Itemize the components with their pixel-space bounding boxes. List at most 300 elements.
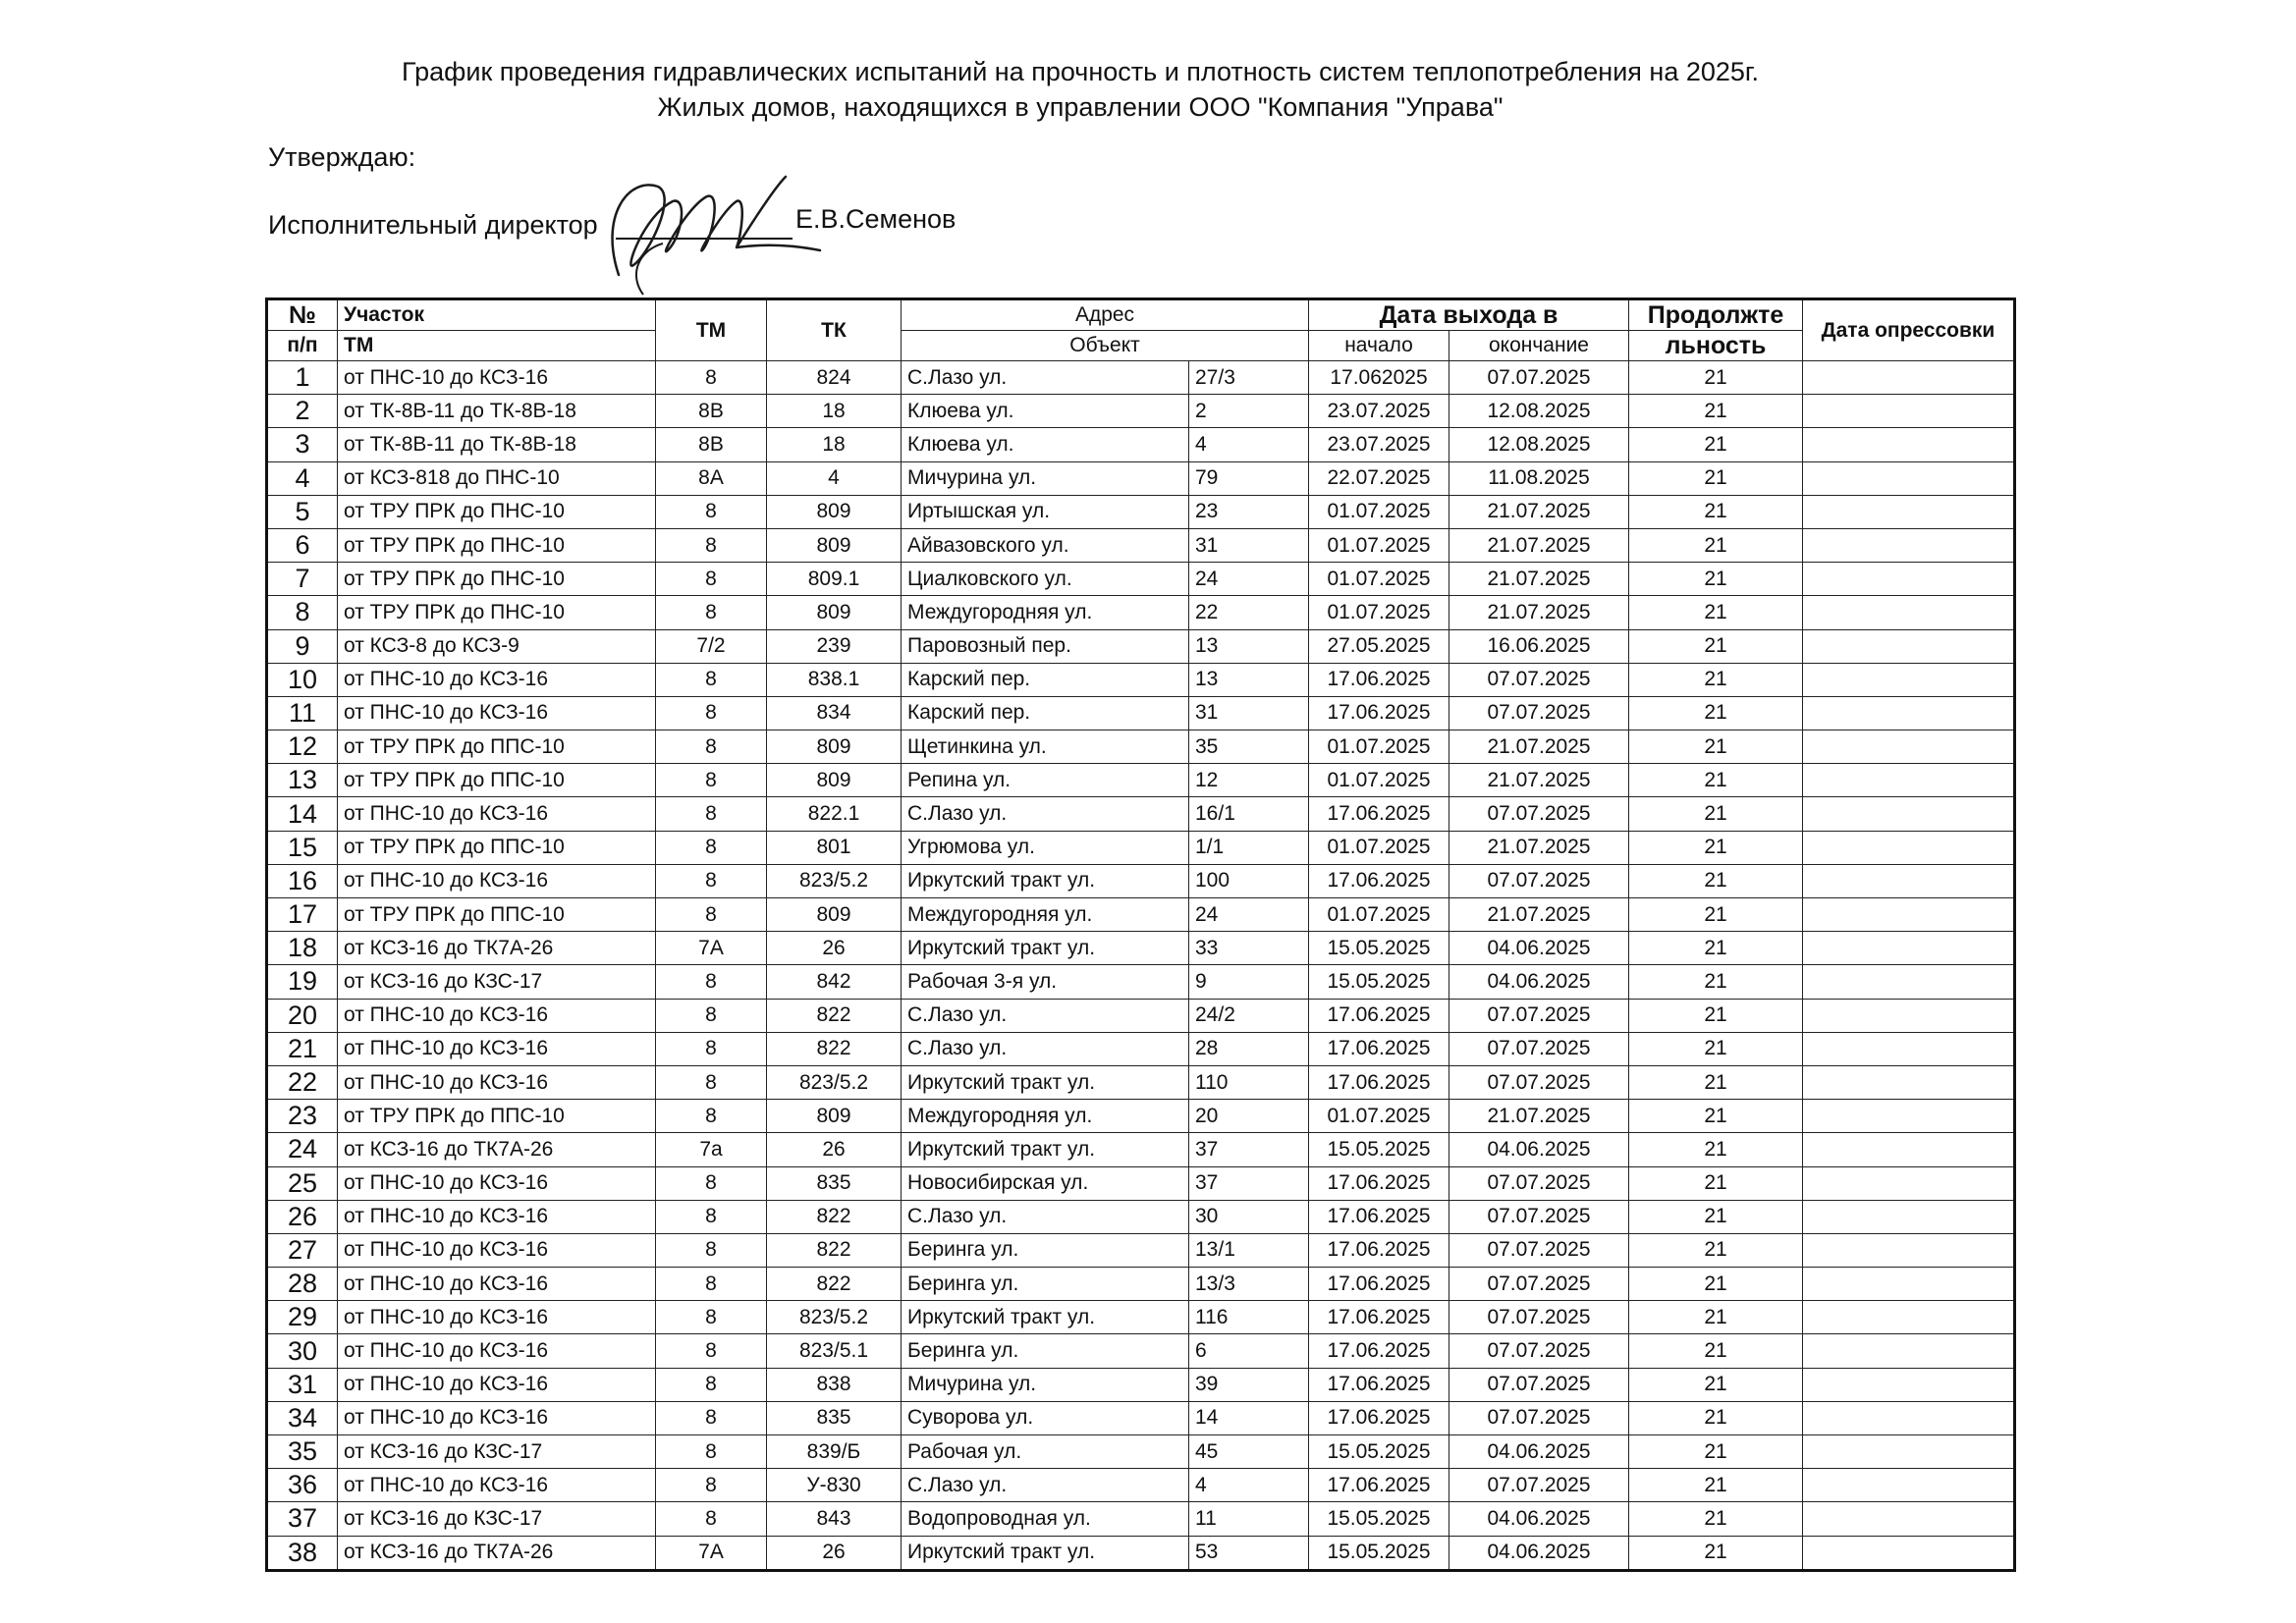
document-title-line2: Жилых домов, находящихся в управлении ООО "Компания "Управа" bbox=[657, 92, 1503, 122]
end-date-cell: 04.06.2025 bbox=[1449, 1435, 1629, 1469]
street-cell: С.Лазо ул. bbox=[902, 1200, 1189, 1233]
street-cell: Новосибирская ул. bbox=[902, 1166, 1189, 1200]
table-row bbox=[267, 428, 2015, 461]
street-cell: Мичурина ул. bbox=[902, 1368, 1189, 1401]
duration-cell: 21 bbox=[1629, 1233, 1803, 1267]
house-cell: 13/3 bbox=[1189, 1268, 1309, 1301]
pressure-date-cell bbox=[1803, 428, 2015, 461]
start-date-cell: 17.06.2025 bbox=[1309, 1401, 1449, 1434]
table-row bbox=[267, 696, 2015, 730]
table-row bbox=[267, 1401, 2015, 1434]
table-row bbox=[267, 999, 2015, 1032]
tk-cell: 26 bbox=[767, 932, 902, 965]
house-cell: 1/1 bbox=[1189, 831, 1309, 864]
row-num: 8 bbox=[267, 596, 338, 629]
tm-cell: 8 bbox=[656, 831, 767, 864]
header-tk: ТК bbox=[767, 299, 902, 361]
end-date-cell: 04.06.2025 bbox=[1449, 1536, 1629, 1570]
duration-cell: 21 bbox=[1629, 361, 1803, 395]
tm-cell: 7А bbox=[656, 932, 767, 965]
start-date-cell: 17.062025 bbox=[1309, 361, 1449, 395]
header-num: № bbox=[267, 299, 338, 331]
row-num: 9 bbox=[267, 629, 338, 663]
house-cell: 12 bbox=[1189, 764, 1309, 797]
tm-cell: 8В bbox=[656, 428, 767, 461]
header-address: Адрес bbox=[902, 299, 1309, 331]
house-cell: 4 bbox=[1189, 1469, 1309, 1502]
end-date-cell: 04.06.2025 bbox=[1449, 1502, 1629, 1536]
house-cell: 13 bbox=[1189, 663, 1309, 696]
section-cell: от ПНС-10 до КСЗ-16 bbox=[338, 1233, 656, 1267]
house-cell: 39 bbox=[1189, 1368, 1309, 1401]
section-cell: от КСЗ-16 до КЗС-17 bbox=[338, 965, 656, 999]
header-tm: ТМ bbox=[656, 299, 767, 361]
tm-cell: 8А bbox=[656, 461, 767, 495]
house-cell: 14 bbox=[1189, 1401, 1309, 1434]
pressure-date-cell bbox=[1803, 1502, 2015, 1536]
row-num: 26 bbox=[267, 1200, 338, 1233]
end-date-cell: 12.08.2025 bbox=[1449, 428, 1629, 461]
street-cell: Циалковского ул. bbox=[902, 563, 1189, 596]
duration-cell: 21 bbox=[1629, 831, 1803, 864]
table-row bbox=[267, 1233, 2015, 1267]
row-num: 15 bbox=[267, 831, 338, 864]
table-row bbox=[267, 629, 2015, 663]
duration-cell: 21 bbox=[1629, 1133, 1803, 1166]
pressure-date-cell bbox=[1803, 999, 2015, 1032]
start-date-cell: 01.07.2025 bbox=[1309, 730, 1449, 764]
street-cell: Междугородняя ул. bbox=[902, 1100, 1189, 1133]
duration-cell: 21 bbox=[1629, 395, 1803, 428]
pressure-date-cell bbox=[1803, 563, 2015, 596]
duration-cell: 21 bbox=[1629, 528, 1803, 562]
house-cell: 28 bbox=[1189, 1032, 1309, 1065]
tk-cell: 809 bbox=[767, 898, 902, 932]
table-row bbox=[267, 1334, 2015, 1368]
tk-cell: 26 bbox=[767, 1133, 902, 1166]
house-cell: 37 bbox=[1189, 1133, 1309, 1166]
section-cell: от ТРУ ПРК до ППС-10 bbox=[338, 764, 656, 797]
street-cell: С.Лазо ул. bbox=[902, 999, 1189, 1032]
section-cell: от ПНС-10 до КСЗ-16 bbox=[338, 663, 656, 696]
pressure-date-cell bbox=[1803, 797, 2015, 831]
row-num: 12 bbox=[267, 730, 338, 764]
table-row bbox=[267, 361, 2015, 395]
tk-cell: 823/5.1 bbox=[767, 1334, 902, 1368]
pressure-date-cell bbox=[1803, 1166, 2015, 1200]
tm-cell: 8 bbox=[656, 1334, 767, 1368]
pressure-date-cell bbox=[1803, 395, 2015, 428]
section-cell: от ТРУ ПРК до ППС-10 bbox=[338, 1100, 656, 1133]
street-cell: Беринга ул. bbox=[902, 1268, 1189, 1301]
tk-cell: 801 bbox=[767, 831, 902, 864]
row-num: 2 bbox=[267, 395, 338, 428]
pressure-date-cell bbox=[1803, 730, 2015, 764]
pressure-date-cell bbox=[1803, 831, 2015, 864]
row-num: 34 bbox=[267, 1401, 338, 1434]
row-num: 23 bbox=[267, 1100, 338, 1133]
tm-cell: 8 bbox=[656, 495, 767, 528]
header-end: окончание bbox=[1449, 331, 1629, 361]
end-date-cell: 07.07.2025 bbox=[1449, 1401, 1629, 1434]
pressure-date-cell bbox=[1803, 495, 2015, 528]
section-cell: от КСЗ-8 до КСЗ-9 bbox=[338, 629, 656, 663]
end-date-cell: 04.06.2025 bbox=[1449, 932, 1629, 965]
start-date-cell: 17.06.2025 bbox=[1309, 663, 1449, 696]
tm-cell: 8 bbox=[656, 999, 767, 1032]
section-cell: от ТРУ ПРК до ППС-10 bbox=[338, 898, 656, 932]
start-date-cell: 01.07.2025 bbox=[1309, 898, 1449, 932]
street-cell: Клюева ул. bbox=[902, 428, 1189, 461]
row-num: 1 bbox=[267, 361, 338, 395]
house-cell: 20 bbox=[1189, 1100, 1309, 1133]
row-num: 37 bbox=[267, 1502, 338, 1536]
duration-cell: 21 bbox=[1629, 999, 1803, 1032]
table-row bbox=[267, 932, 2015, 965]
table-row bbox=[267, 797, 2015, 831]
section-cell: от ПНС-10 до КСЗ-16 bbox=[338, 1301, 656, 1334]
start-date-cell: 17.06.2025 bbox=[1309, 1334, 1449, 1368]
tm-cell: 8 bbox=[656, 528, 767, 562]
duration-cell: 21 bbox=[1629, 696, 1803, 730]
start-date-cell: 23.07.2025 bbox=[1309, 395, 1449, 428]
section-cell: от КСЗ-16 до ТК7А-26 bbox=[338, 932, 656, 965]
street-cell: Иртышская ул. bbox=[902, 495, 1189, 528]
section-cell: от ТРУ ПРК до ПНС-10 bbox=[338, 495, 656, 528]
table-row bbox=[267, 495, 2015, 528]
tm-cell: 8 bbox=[656, 797, 767, 831]
duration-cell: 21 bbox=[1629, 663, 1803, 696]
end-date-cell: 07.07.2025 bbox=[1449, 1166, 1629, 1200]
tk-cell: 18 bbox=[767, 428, 902, 461]
section-cell: от ПНС-10 до КСЗ-16 bbox=[338, 1401, 656, 1434]
tk-cell: 838.1 bbox=[767, 663, 902, 696]
header-num-sub: п/п bbox=[267, 331, 338, 361]
tm-cell: 8 bbox=[656, 898, 767, 932]
table-row bbox=[267, 898, 2015, 932]
house-cell: 31 bbox=[1189, 696, 1309, 730]
tm-cell: 8 bbox=[656, 965, 767, 999]
tm-cell: 8 bbox=[656, 1435, 767, 1469]
start-date-cell: 27.05.2025 bbox=[1309, 629, 1449, 663]
duration-cell: 21 bbox=[1629, 1502, 1803, 1536]
start-date-cell: 17.06.2025 bbox=[1309, 1301, 1449, 1334]
street-cell: Суворова ул. bbox=[902, 1401, 1189, 1434]
house-cell: 79 bbox=[1189, 461, 1309, 495]
start-date-cell: 17.06.2025 bbox=[1309, 1268, 1449, 1301]
tk-cell: 822.1 bbox=[767, 797, 902, 831]
pressure-date-cell bbox=[1803, 1435, 2015, 1469]
pressure-date-cell bbox=[1803, 528, 2015, 562]
duration-cell: 21 bbox=[1629, 1166, 1803, 1200]
house-cell: 24/2 bbox=[1189, 999, 1309, 1032]
tm-cell: 7а bbox=[656, 1133, 767, 1166]
header-duration-top: Продолжте bbox=[1629, 299, 1803, 331]
street-cell: Иркутский тракт ул. bbox=[902, 1536, 1189, 1570]
house-cell: 53 bbox=[1189, 1536, 1309, 1570]
tm-cell: 8 bbox=[656, 864, 767, 897]
end-date-cell: 07.07.2025 bbox=[1449, 1200, 1629, 1233]
end-date-cell: 21.07.2025 bbox=[1449, 831, 1629, 864]
tm-cell: 8 bbox=[656, 596, 767, 629]
row-num: 5 bbox=[267, 495, 338, 528]
start-date-cell: 01.07.2025 bbox=[1309, 495, 1449, 528]
end-date-cell: 21.07.2025 bbox=[1449, 898, 1629, 932]
start-date-cell: 23.07.2025 bbox=[1309, 428, 1449, 461]
end-date-cell: 07.07.2025 bbox=[1449, 1268, 1629, 1301]
duration-cell: 21 bbox=[1629, 563, 1803, 596]
table-row bbox=[267, 1536, 2015, 1570]
table-row bbox=[267, 1435, 2015, 1469]
section-cell: от ТРУ ПРК до ППС-10 bbox=[338, 831, 656, 864]
tm-cell: 8 bbox=[656, 1502, 767, 1536]
section-cell: от ТРУ ПРК до ПНС-10 bbox=[338, 596, 656, 629]
end-date-cell: 11.08.2025 bbox=[1449, 461, 1629, 495]
table-row bbox=[267, 596, 2015, 629]
table-row bbox=[267, 1268, 2015, 1301]
end-date-cell: 07.07.2025 bbox=[1449, 1334, 1629, 1368]
position-label: Исполнительный директор bbox=[268, 210, 598, 240]
end-date-cell: 21.07.2025 bbox=[1449, 764, 1629, 797]
tk-cell: 823/5.2 bbox=[767, 1301, 902, 1334]
section-cell: от ПНС-10 до КСЗ-16 bbox=[338, 1065, 656, 1099]
pressure-date-cell bbox=[1803, 1100, 2015, 1133]
end-date-cell: 07.07.2025 bbox=[1449, 864, 1629, 897]
section-cell: от ПНС-10 до КСЗ-16 bbox=[338, 797, 656, 831]
start-date-cell: 22.07.2025 bbox=[1309, 461, 1449, 495]
tm-cell: 8 bbox=[656, 563, 767, 596]
house-cell: 6 bbox=[1189, 1334, 1309, 1368]
start-date-cell: 01.07.2025 bbox=[1309, 596, 1449, 629]
tk-cell: 843 bbox=[767, 1502, 902, 1536]
duration-cell: 21 bbox=[1629, 1368, 1803, 1401]
duration-cell: 21 bbox=[1629, 1536, 1803, 1570]
section-cell: от ТК-8В-11 до ТК-8В-18 bbox=[338, 395, 656, 428]
duration-cell: 21 bbox=[1629, 596, 1803, 629]
pressure-date-cell bbox=[1803, 1334, 2015, 1368]
start-date-cell: 17.06.2025 bbox=[1309, 1233, 1449, 1267]
pressure-date-cell bbox=[1803, 1268, 2015, 1301]
pressure-date-cell bbox=[1803, 1032, 2015, 1065]
duration-cell: 21 bbox=[1629, 629, 1803, 663]
row-num: 13 bbox=[267, 764, 338, 797]
start-date-cell: 01.07.2025 bbox=[1309, 563, 1449, 596]
start-date-cell: 17.06.2025 bbox=[1309, 696, 1449, 730]
duration-cell: 21 bbox=[1629, 1435, 1803, 1469]
row-num: 16 bbox=[267, 864, 338, 897]
table-row bbox=[267, 461, 2015, 495]
tk-cell: 822 bbox=[767, 1268, 902, 1301]
tk-cell: 822 bbox=[767, 1032, 902, 1065]
end-date-cell: 07.07.2025 bbox=[1449, 1301, 1629, 1334]
pressure-date-cell bbox=[1803, 1469, 2015, 1502]
table-row bbox=[267, 395, 2015, 428]
tk-cell: 823/5.2 bbox=[767, 1065, 902, 1099]
handwritten-signature bbox=[589, 157, 825, 304]
duration-cell: 21 bbox=[1629, 461, 1803, 495]
street-cell: Щетинкина ул. bbox=[902, 730, 1189, 764]
section-cell: от ПНС-10 до КСЗ-16 bbox=[338, 1032, 656, 1065]
tk-cell: 822 bbox=[767, 1200, 902, 1233]
table-row bbox=[267, 1502, 2015, 1536]
duration-cell: 21 bbox=[1629, 898, 1803, 932]
header-section: Участок bbox=[338, 299, 656, 331]
table-row bbox=[267, 563, 2015, 596]
row-num: 22 bbox=[267, 1065, 338, 1099]
tk-cell: 834 bbox=[767, 696, 902, 730]
tk-cell: У-830 bbox=[767, 1469, 902, 1502]
start-date-cell: 15.05.2025 bbox=[1309, 1133, 1449, 1166]
duration-cell: 21 bbox=[1629, 1334, 1803, 1368]
tk-cell: 835 bbox=[767, 1166, 902, 1200]
pressure-date-cell bbox=[1803, 764, 2015, 797]
tm-cell: 8 bbox=[656, 730, 767, 764]
section-cell: от ПНС-10 до КСЗ-16 bbox=[338, 696, 656, 730]
street-cell: Иркутский тракт ул. bbox=[902, 932, 1189, 965]
street-cell: Карский пер. bbox=[902, 696, 1189, 730]
header-row-1 bbox=[267, 299, 2015, 331]
end-date-cell: 12.08.2025 bbox=[1449, 395, 1629, 428]
street-cell: Репина ул. bbox=[902, 764, 1189, 797]
tm-cell: 8 bbox=[656, 1100, 767, 1133]
section-cell: от КСЗ-16 до КЗС-17 bbox=[338, 1435, 656, 1469]
pressure-date-cell bbox=[1803, 864, 2015, 897]
tm-cell: 8 bbox=[656, 663, 767, 696]
table-row bbox=[267, 663, 2015, 696]
tk-cell: 26 bbox=[767, 1536, 902, 1570]
tm-cell: 8 bbox=[656, 1233, 767, 1267]
pressure-date-cell bbox=[1803, 1368, 2015, 1401]
row-num: 21 bbox=[267, 1032, 338, 1065]
table-row bbox=[267, 730, 2015, 764]
table-row bbox=[267, 1065, 2015, 1099]
table-row bbox=[267, 831, 2015, 864]
house-cell: 13 bbox=[1189, 629, 1309, 663]
end-date-cell: 07.07.2025 bbox=[1449, 1233, 1629, 1267]
header-start: начало bbox=[1309, 331, 1449, 361]
house-cell: 22 bbox=[1189, 596, 1309, 629]
tk-cell: 4 bbox=[767, 461, 902, 495]
street-cell: С.Лазо ул. bbox=[902, 797, 1189, 831]
duration-cell: 21 bbox=[1629, 764, 1803, 797]
house-cell: 45 bbox=[1189, 1435, 1309, 1469]
start-date-cell: 17.06.2025 bbox=[1309, 1368, 1449, 1401]
row-num: 29 bbox=[267, 1301, 338, 1334]
tm-cell: 8 bbox=[656, 1368, 767, 1401]
start-date-cell: 15.05.2025 bbox=[1309, 1502, 1449, 1536]
row-num: 18 bbox=[267, 932, 338, 965]
end-date-cell: 21.07.2025 bbox=[1449, 730, 1629, 764]
end-date-cell: 07.07.2025 bbox=[1449, 696, 1629, 730]
section-cell: от ПНС-10 до КСЗ-16 bbox=[338, 1200, 656, 1233]
table-row bbox=[267, 1166, 2015, 1200]
section-cell: от ТРУ ПРК до ПНС-10 bbox=[338, 563, 656, 596]
street-cell: Иркутский тракт ул. bbox=[902, 1065, 1189, 1099]
start-date-cell: 15.05.2025 bbox=[1309, 1536, 1449, 1570]
pressure-date-cell bbox=[1803, 965, 2015, 999]
duration-cell: 21 bbox=[1629, 730, 1803, 764]
section-cell: от КСЗ-818 до ПНС-10 bbox=[338, 461, 656, 495]
house-cell: 16/1 bbox=[1189, 797, 1309, 831]
end-date-cell: 04.06.2025 bbox=[1449, 965, 1629, 999]
tk-cell: 239 bbox=[767, 629, 902, 663]
section-cell: от КСЗ-16 до КЗС-17 bbox=[338, 1502, 656, 1536]
end-date-cell: 21.07.2025 bbox=[1449, 1100, 1629, 1133]
header-pressure-date: Дата опрессовки bbox=[1803, 299, 2015, 361]
house-cell: 35 bbox=[1189, 730, 1309, 764]
duration-cell: 21 bbox=[1629, 1469, 1803, 1502]
section-cell: от ПНС-10 до КСЗ-16 bbox=[338, 1469, 656, 1502]
row-num: 24 bbox=[267, 1133, 338, 1166]
row-num: 14 bbox=[267, 797, 338, 831]
tm-cell: 8 bbox=[656, 1200, 767, 1233]
table-row bbox=[267, 1200, 2015, 1233]
street-cell: Айвазовского ул. bbox=[902, 528, 1189, 562]
pressure-date-cell bbox=[1803, 1200, 2015, 1233]
pressure-date-cell bbox=[1803, 663, 2015, 696]
row-num: 6 bbox=[267, 528, 338, 562]
row-num: 36 bbox=[267, 1469, 338, 1502]
house-cell: 30 bbox=[1189, 1200, 1309, 1233]
pressure-date-cell bbox=[1803, 1233, 2015, 1267]
section-cell: от КСЗ-16 до ТК7А-26 bbox=[338, 1536, 656, 1570]
header-row-2 bbox=[267, 331, 2015, 361]
section-cell: от ПНС-10 до КСЗ-16 bbox=[338, 361, 656, 395]
pressure-date-cell bbox=[1803, 1536, 2015, 1570]
street-cell: Мичурина ул. bbox=[902, 461, 1189, 495]
tm-cell: 8 bbox=[656, 1469, 767, 1502]
tm-cell: 8 bbox=[656, 361, 767, 395]
street-cell: С.Лазо ул. bbox=[902, 1032, 1189, 1065]
tk-cell: 809 bbox=[767, 596, 902, 629]
street-cell: Клюева ул. bbox=[902, 395, 1189, 428]
pressure-date-cell bbox=[1803, 696, 2015, 730]
tm-cell: 8 bbox=[656, 1301, 767, 1334]
tm-cell: 8 bbox=[656, 1401, 767, 1434]
street-cell: Иркутский тракт ул. bbox=[902, 1301, 1189, 1334]
row-num: 30 bbox=[267, 1334, 338, 1368]
house-cell: 37 bbox=[1189, 1166, 1309, 1200]
tm-cell: 7/2 bbox=[656, 629, 767, 663]
table-row bbox=[267, 864, 2015, 897]
section-cell: от ПНС-10 до КСЗ-16 bbox=[338, 1334, 656, 1368]
street-cell: С.Лазо ул. bbox=[902, 1469, 1189, 1502]
start-date-cell: 17.06.2025 bbox=[1309, 999, 1449, 1032]
tk-cell: 822 bbox=[767, 999, 902, 1032]
house-cell: 4 bbox=[1189, 428, 1309, 461]
table-body bbox=[267, 361, 2015, 1571]
street-cell: Междугородняя ул. bbox=[902, 898, 1189, 932]
section-cell: от ТРУ ПРК до ППС-10 bbox=[338, 730, 656, 764]
tk-cell: 18 bbox=[767, 395, 902, 428]
start-date-cell: 01.07.2025 bbox=[1309, 764, 1449, 797]
table-row bbox=[267, 1368, 2015, 1401]
end-date-cell: 07.07.2025 bbox=[1449, 1065, 1629, 1099]
row-num: 3 bbox=[267, 428, 338, 461]
table-row bbox=[267, 1100, 2015, 1133]
house-cell: 27/3 bbox=[1189, 361, 1309, 395]
house-cell: 9 bbox=[1189, 965, 1309, 999]
duration-cell: 21 bbox=[1629, 1065, 1803, 1099]
row-num: 7 bbox=[267, 563, 338, 596]
tm-cell: 8 bbox=[656, 764, 767, 797]
table-row bbox=[267, 764, 2015, 797]
street-cell: Иркутский тракт ул. bbox=[902, 864, 1189, 897]
tm-cell: 8 bbox=[656, 1032, 767, 1065]
tk-cell: 822 bbox=[767, 1233, 902, 1267]
section-cell: от ПНС-10 до КСЗ-16 bbox=[338, 1166, 656, 1200]
house-cell: 24 bbox=[1189, 898, 1309, 932]
